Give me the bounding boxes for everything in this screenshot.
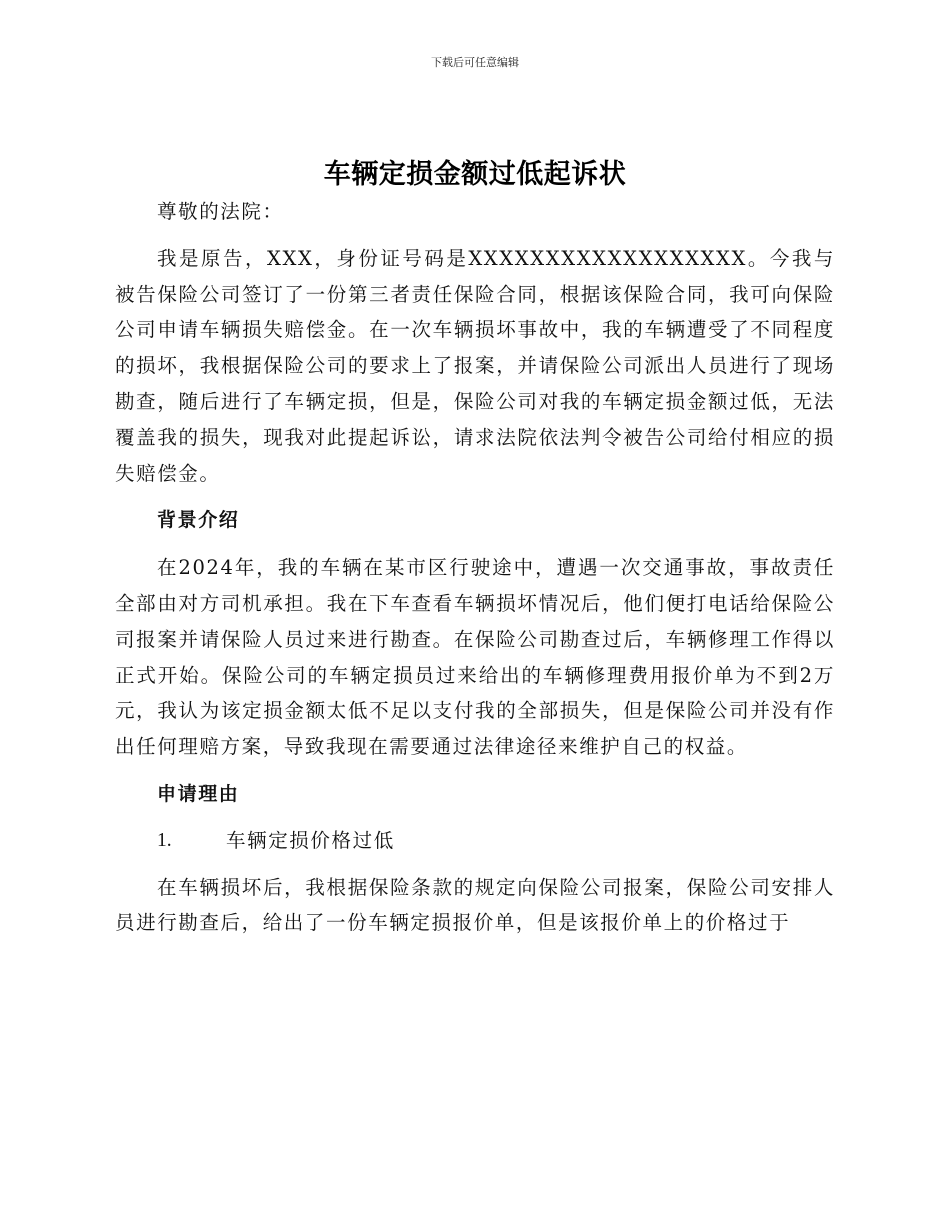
reason-paragraph: 在车辆损坏后，我根据保险条款的规定向保险公司报案，保险公司安排人员进行勘查后，给出了一份车辆定损报价单，但是该报价单上的价格过于 <box>115 875 835 935</box>
salutation: 尊敬的法院： <box>157 200 284 223</box>
document-body <box>115 194 835 941</box>
list-item-number: 1. <box>157 829 172 851</box>
section-heading-background: 背景介绍 <box>157 509 240 532</box>
document-title: 车辆定损金额过低起诉状 <box>323 159 627 190</box>
list-item-label: 车辆定损价格过低 <box>226 828 395 852</box>
background-paragraph: 在2024年，我的车辆在某市区行驶途中，遭遇一次交通事故，事故责任全部由对方司机承担。我在下车查看车辆损坏情况后，他们便打电话给保险公司报案并请保险人员过来进行勘查。在保险公司勘查过后，车辆修理工作得以正式开始。保险公司的车辆定损员过来给出的车辆修理费用报价单为不到2万元，我认为该定损金额太低不足以支付我的全部损失，但是保险公司并没有作出任何理赔方案，导致我现在需要通过法律途径来维护自己的权益。 <box>115 556 835 759</box>
section-heading-reasons: 申请理由 <box>157 782 240 805</box>
header-note: 下载后可任意编辑 <box>431 56 519 69</box>
intro-paragraph: 我是原告，XXX，身份证号码是XXXXXXXXXXXXXXXXXX。今我与被告保险公司签订了一份第三者责任保险合同，根据该保险合同，我可向保险公司申请车辆损失赔偿金。在一次车辆损坏事故中，我的车辆遭受了不同程度的损坏，我根据保险公司的要求上了报案，并请保险公司派出人员进行了现场勘查，随后进行了车辆定损，但是，保险公司对我的车辆定损金额过低，无法覆盖我的损失，现我对此提起诉讼，请求法院依法判令被告公司给付相应的损失赔偿金。 <box>115 246 835 485</box>
reason-list-item <box>115 823 835 859</box>
